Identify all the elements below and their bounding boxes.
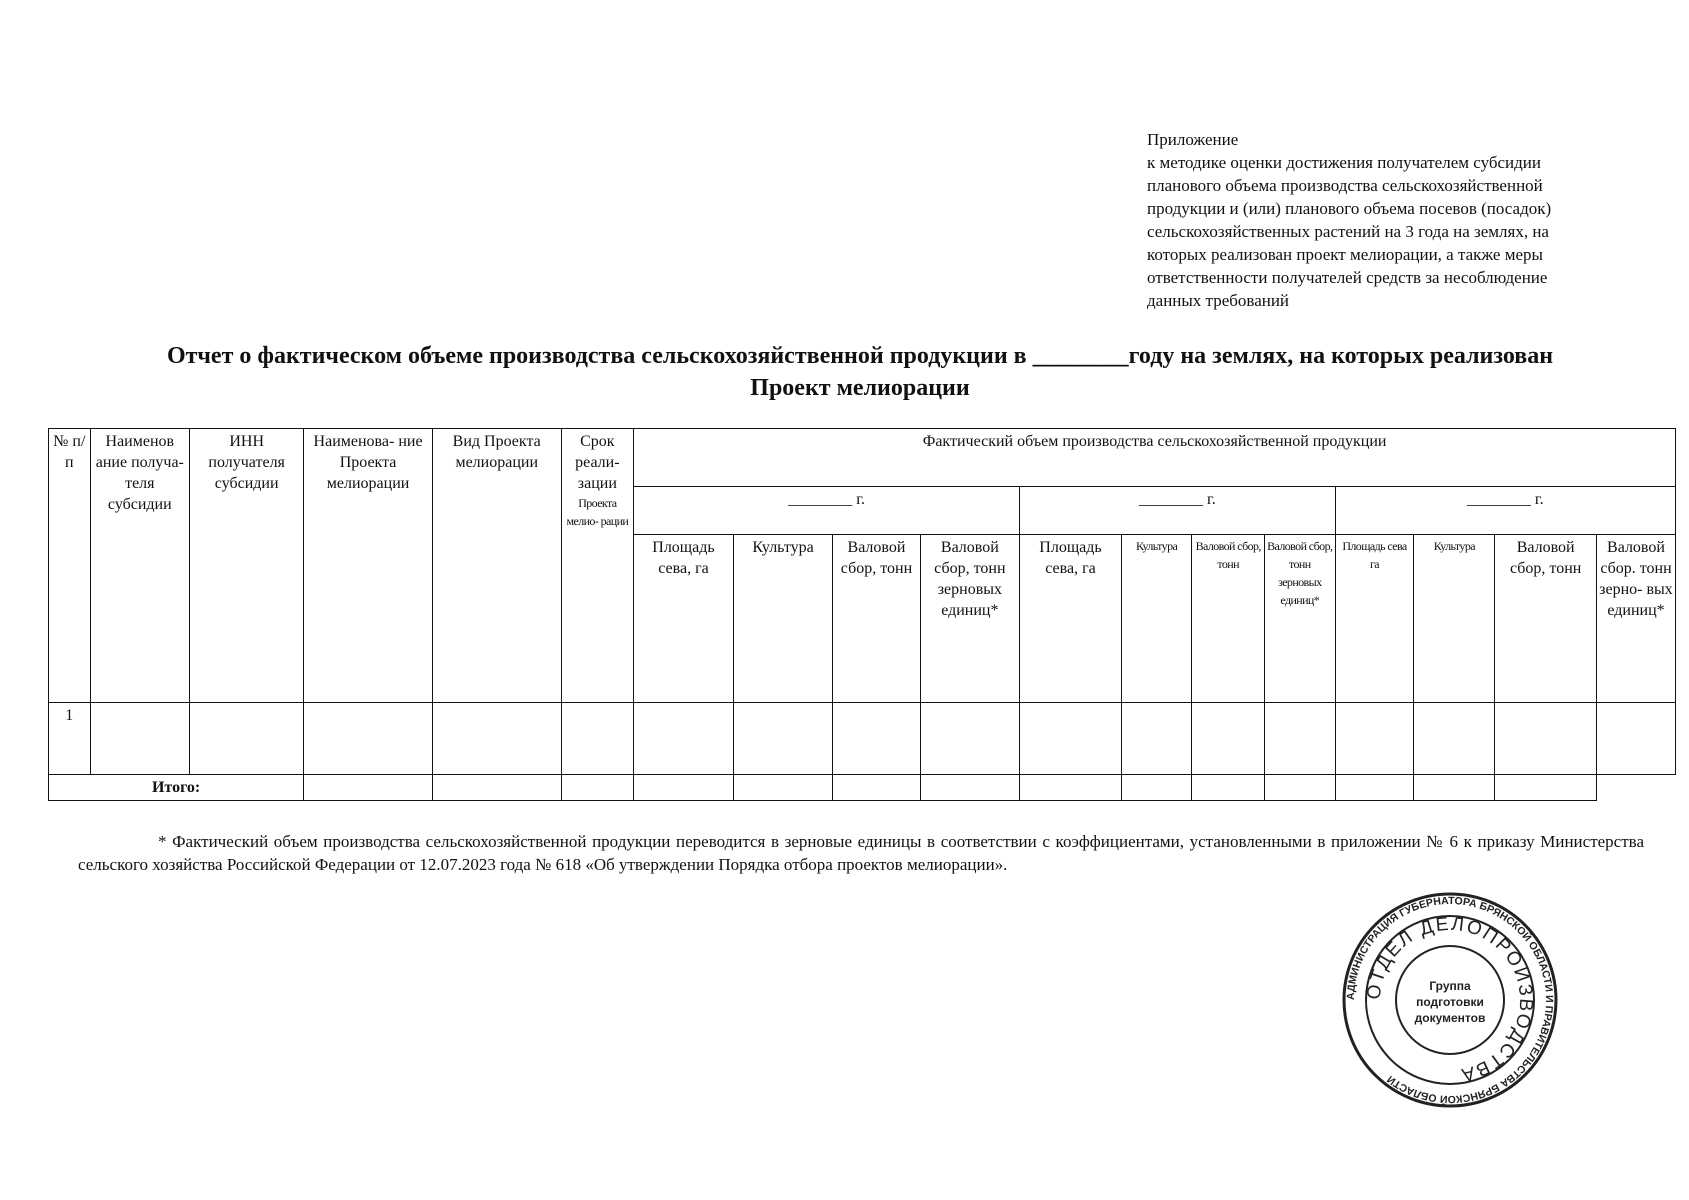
header-culture-3: Культура xyxy=(1414,535,1495,703)
appendix-line: к методике оценки достижения получателем субсидии xyxy=(1147,153,1541,172)
stamp-outer-textpath: АДМИНИСТРАЦИЯ ГУБЕРНАТОРА БРЯНСКОЙ ОБЛАСТИ И ПРАВИТЕЛЬСТВА БРЯНСКОЙ ОБЛАСТИ xyxy=(1344,894,1556,1106)
table-cell xyxy=(920,775,1020,801)
table-cell xyxy=(634,775,734,801)
table-cell xyxy=(1121,703,1192,775)
report-title xyxy=(60,340,1660,404)
table-cell xyxy=(304,775,433,801)
report-table xyxy=(48,428,1676,801)
table-cell xyxy=(561,703,634,775)
header-term xyxy=(561,429,634,703)
table-cell xyxy=(1020,775,1122,801)
header-actual-volume: Фактический объем производства сельскохозяйственной продукции xyxy=(634,429,1676,487)
table-cell xyxy=(733,775,833,801)
header-area-2: Площадь сева, га xyxy=(1020,535,1122,703)
header-project-name: Наименова- ние Проекта мелиорации xyxy=(304,429,433,703)
total-label: Итого: xyxy=(49,775,304,801)
header-recipient-name: Наименов ание получа- теля субсидии xyxy=(90,429,190,703)
header-area-1: Площадь сева, га xyxy=(634,535,734,703)
table-cell xyxy=(432,775,561,801)
table-cell xyxy=(833,775,920,801)
header-gross-grain-2: Валовой сбор, тонн зерновых единиц* xyxy=(1265,535,1336,703)
appendix-line: планового объема производства сельскохозяйственной xyxy=(1147,176,1543,195)
appendix-line: ответственности получателей средств за несоблюдение xyxy=(1147,268,1548,287)
header-area-3: Площадь сева га xyxy=(1335,535,1414,703)
appendix-line: которых реализован проект мелиорации, а также меры xyxy=(1147,245,1543,264)
report-title-line2: Проект мелиорации xyxy=(750,375,970,401)
header-number: № п/ п xyxy=(49,429,91,703)
header-gross-3: Валовой сбор, тонн xyxy=(1495,535,1597,703)
table-cell xyxy=(1121,775,1192,801)
table-cell xyxy=(561,775,634,801)
stamp-center-line3: документов xyxy=(1414,1011,1486,1025)
header-year-2: ________ г. xyxy=(1020,487,1335,535)
table-cell xyxy=(1335,703,1414,775)
row-1-number: 1 xyxy=(49,703,91,775)
appendix-line: продукции и (или) планового объема посевов (посадок) xyxy=(1147,199,1552,218)
header-culture-2: Культура xyxy=(1121,535,1192,703)
table-cell xyxy=(1495,703,1597,775)
table-cell xyxy=(1020,703,1122,775)
header-year-3: ________ г. xyxy=(1335,487,1675,535)
table-cell xyxy=(1265,703,1336,775)
table-cell xyxy=(90,703,190,775)
stamp-ring-textpath: ОТДЕЛ ДЕЛОПРОИЗВОДСТВА xyxy=(1363,913,1537,1086)
header-culture-1: Культура xyxy=(733,535,833,703)
table-cell xyxy=(1265,775,1336,801)
table-cell xyxy=(920,703,1020,775)
appendix-line: сельскохозяйственных растений на 3 года на землях, на xyxy=(1147,222,1549,241)
header-gross-2: Валовой сбор, тонн xyxy=(1192,535,1265,703)
table-cell xyxy=(190,703,304,775)
appendix-line: Приложение xyxy=(1147,130,1239,149)
table-cell xyxy=(1192,703,1265,775)
footnote: * Фактический объем производства сельскохозяйственной продукции переводится в зерновые единицы в соответствии с коэффициентами, установленными в приложении № 6 к приказу Министерства сельского хозяйства Российской Федерации от 12.07.2023 года № 618 «Об утверждении Порядка отбора проектов мелиорации». xyxy=(78,832,1644,874)
table-cell xyxy=(1414,703,1495,775)
report-title-line1: Отчет о фактическом объеме производства сельскохозяйственной продукции в ________году на землях, на которых реализован xyxy=(166,343,1554,369)
table-cell xyxy=(1192,775,1265,801)
official-stamp xyxy=(1340,890,1560,1110)
header-project-type: Вид Проекта мелиорации xyxy=(432,429,561,703)
header-gross-grain-1: Валовой сбор, тонн зерновых единиц* xyxy=(920,535,1020,703)
appendix-block xyxy=(1147,128,1667,312)
header-gross-1: Валовой сбор, тонн xyxy=(833,535,920,703)
table-cell xyxy=(1495,775,1597,801)
table-cell xyxy=(432,703,561,775)
table-cell xyxy=(304,703,433,775)
appendix-line: данных требований xyxy=(1147,291,1290,310)
table-cell xyxy=(1596,703,1675,775)
header-term-sub: Проекта мелио- рации xyxy=(566,496,629,528)
header-year-1: ________ г. xyxy=(634,487,1020,535)
header-term-main: Срок реали- зации xyxy=(575,433,620,492)
table-cell xyxy=(1335,775,1414,801)
header-inn: ИНН получателя субсидии xyxy=(190,429,304,703)
stamp-center-line1: Группа xyxy=(1429,979,1471,993)
table-cell xyxy=(733,703,833,775)
header-gross-grain-3: Валовой сбор. тонн зерно- вых единиц* xyxy=(1596,535,1675,703)
table-cell xyxy=(634,703,734,775)
stamp-center-line2: подготовки xyxy=(1416,995,1484,1009)
table-cell xyxy=(833,703,920,775)
table-cell xyxy=(1414,775,1495,801)
